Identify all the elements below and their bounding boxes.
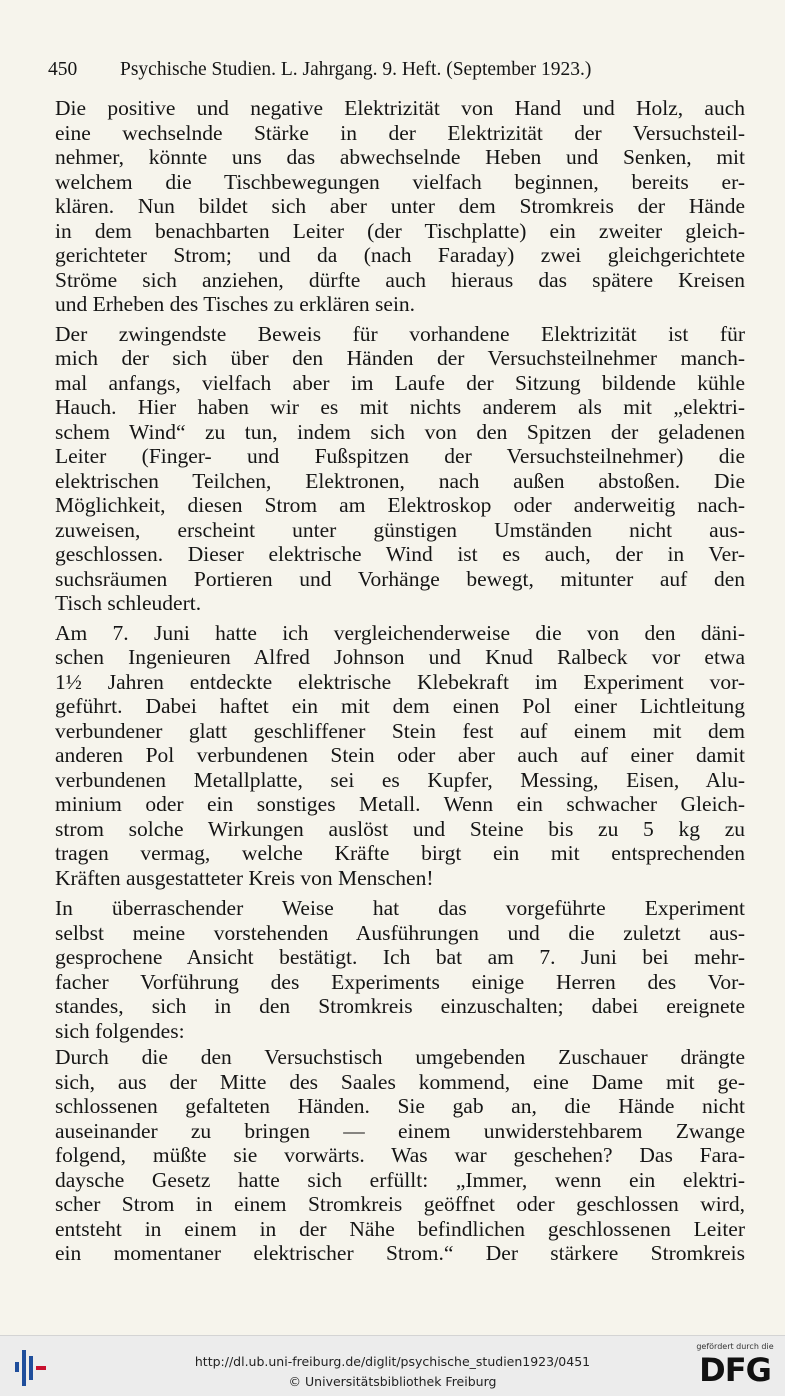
text-line: selbst meine vorstehenden Ausführungen und die zuletzt aus-	[55, 920, 745, 945]
text-line: gerichteter Strom; und da (nach Faraday) zwei gleichgerichtete	[55, 243, 745, 267]
copyright-notice: © Universitätsbibliothek Freiburg	[288, 1374, 497, 1389]
permalink-url[interactable]: http://dl.ub.uni-freiburg.de/diglit/psychische_studien1923/0451	[194, 1354, 591, 1369]
text-line: Tisch schleudert.	[55, 591, 202, 615]
paragraph	[55, 322, 745, 616]
text-line: und Erheben des Tisches zu erklären sein.	[55, 292, 416, 316]
paragraph	[55, 96, 745, 317]
text-line: Die positive und negative Elektrizität von Hand und Holz, auch	[55, 96, 745, 120]
text-line: scher Strom in einem Stromkreis geöffnet oder geschlossen wird,	[55, 1192, 745, 1216]
dfg-logo	[692, 1342, 778, 1392]
text-line: suchsräumen Portieren und Vorhänge bewegt, mitunter auf den	[55, 566, 745, 591]
paragraph	[55, 621, 745, 891]
text-line: mal anfangs, vielfach aber im Laufe der Sitzung bildende kühle	[55, 370, 745, 395]
text-line: tragen vermag, welche Kräfte birgt ein mit entsprechenden	[55, 841, 745, 865]
text-line: schlossenen gefalteten Händen. Sie gab an, die Hände nicht	[55, 1094, 745, 1118]
text-line: 1½ Jahren entdeckte elektrische Klebekraft im Experiment vor-	[55, 669, 745, 694]
text-line: Möglichkeit, diesen Strom am Elektroskop oder anderweitig nach-	[55, 493, 745, 517]
body-text	[55, 96, 745, 1266]
text-line: Der zwingendste Beweis für vorhandene Elektrizität ist für	[55, 321, 745, 346]
text-line: welchem die Tischbewegungen vielfach beginnen, bereits er-	[55, 169, 745, 194]
text-line: geführt. Dabei haftet ein mit dem einen Pol einer Lichtleitung	[55, 694, 745, 718]
text-line: Durch die den Versuchstisch umgebenden Zuschauer drängte	[55, 1045, 745, 1069]
text-line: folgend, müßte sie vorwärts. Was war geschehen? Das Fara-	[55, 1143, 745, 1167]
text-line: Kräften ausgestatteter Kreis von Menschen!	[55, 865, 434, 890]
journal-title: Psychische Studien. L. Jahrgang. 9. Heft. (September 1923.)	[120, 59, 592, 80]
text-line: strom solche Wirkungen auslöst und Steine bis zu 5 kg zu	[55, 816, 745, 841]
page-number: 450	[48, 59, 78, 80]
footer-bar	[0, 1335, 785, 1396]
text-line: Hauch. Hier haben wir es mit nichts anderem als mit „elektri-	[55, 395, 745, 419]
text-line: Leiter (Finger- und Fußspitzen der Versuchsteilnehmer) die	[55, 444, 745, 468]
paragraph	[55, 1045, 745, 1266]
text-line: anderen Pol verbundenen Stein oder aber auch auf einer damit	[55, 743, 745, 767]
text-line: sich folgendes:	[55, 1018, 185, 1043]
text-line: nehmer, könnte uns das abwechselnde Heben und Senken, mit	[55, 145, 745, 169]
paragraph	[55, 896, 745, 1043]
text-line: sich, aus der Mitte des Saales kommend, eine Dame mit ge-	[55, 1069, 745, 1094]
text-line: in dem benachbarten Leiter (der Tischplatte) ein zweiter gleich-	[55, 218, 745, 243]
text-line: daysche Gesetz hatte sich erfüllt: „Immer, wenn ein elektri-	[55, 1167, 745, 1192]
text-line: verbundenen Metallplatte, sei es Kupfer, Messing, Eisen, Alu-	[55, 767, 745, 792]
text-line: Ströme sich anziehen, dürfte auch hieraus das spätere Kreisen	[55, 267, 745, 292]
text-line: mich der sich über den Händen der Versuchsteilnehmer manch-	[55, 346, 745, 370]
text-line: Am 7. Juni hatte ich vergleichenderweise die von den däni-	[55, 620, 745, 645]
text-line: schen Ingenieuren Alfred Johnson und Knud Ralbeck vor etwa	[55, 645, 745, 669]
text-line: entsteht in einem in der Nähe befindlichen geschlossenen Leiter	[55, 1216, 745, 1241]
text-line: facher Vorführung des Experiments einige Herren des Vor-	[55, 969, 745, 994]
text-line: minium oder ein sonstiges Metall. Wenn ein schwacher Gleich-	[55, 792, 745, 816]
text-line: verbundener glatt geschliffener Stein fest auf einem mit dem	[55, 718, 745, 743]
text-line: klären. Nun bildet sich aber unter dem Stromkreis der Hände	[55, 194, 745, 218]
dfg-caption: gefördert durch die	[696, 1342, 774, 1351]
text-line: gesprochene Ansicht bestätigt. Ich bat am 7. Juni bei mehr-	[55, 945, 745, 969]
text-line: schem Wind“ zu tun, indem sich von den Spitzen der geladenen	[55, 419, 745, 444]
text-line: elektrischen Teilchen, Elektronen, nach außen abstoßen. Die	[55, 468, 745, 493]
dfg-logo-text: DFG	[699, 1351, 771, 1389]
text-line: standes, sich in den Stromkreis einzuschalten; dabei ereignete	[55, 994, 745, 1018]
text-line: zuweisen, erscheint unter günstigen Umständen nicht aus-	[55, 517, 745, 542]
text-line: In überraschender Weise hat das vorgeführte Experiment	[55, 896, 745, 920]
text-line: eine wechselnde Stärke in der Elektrizität der Versuchsteil-	[55, 120, 745, 145]
text-line: auseinander zu bringen — einem unwiderstehbarem Zwange	[55, 1118, 745, 1143]
text-line: geschlossen. Dieser elektrische Wind ist es auch, der in Ver-	[55, 542, 745, 566]
text-line: ein momentaner elektrischer Strom.“ Der stärkere Stromkreis	[55, 1241, 745, 1265]
